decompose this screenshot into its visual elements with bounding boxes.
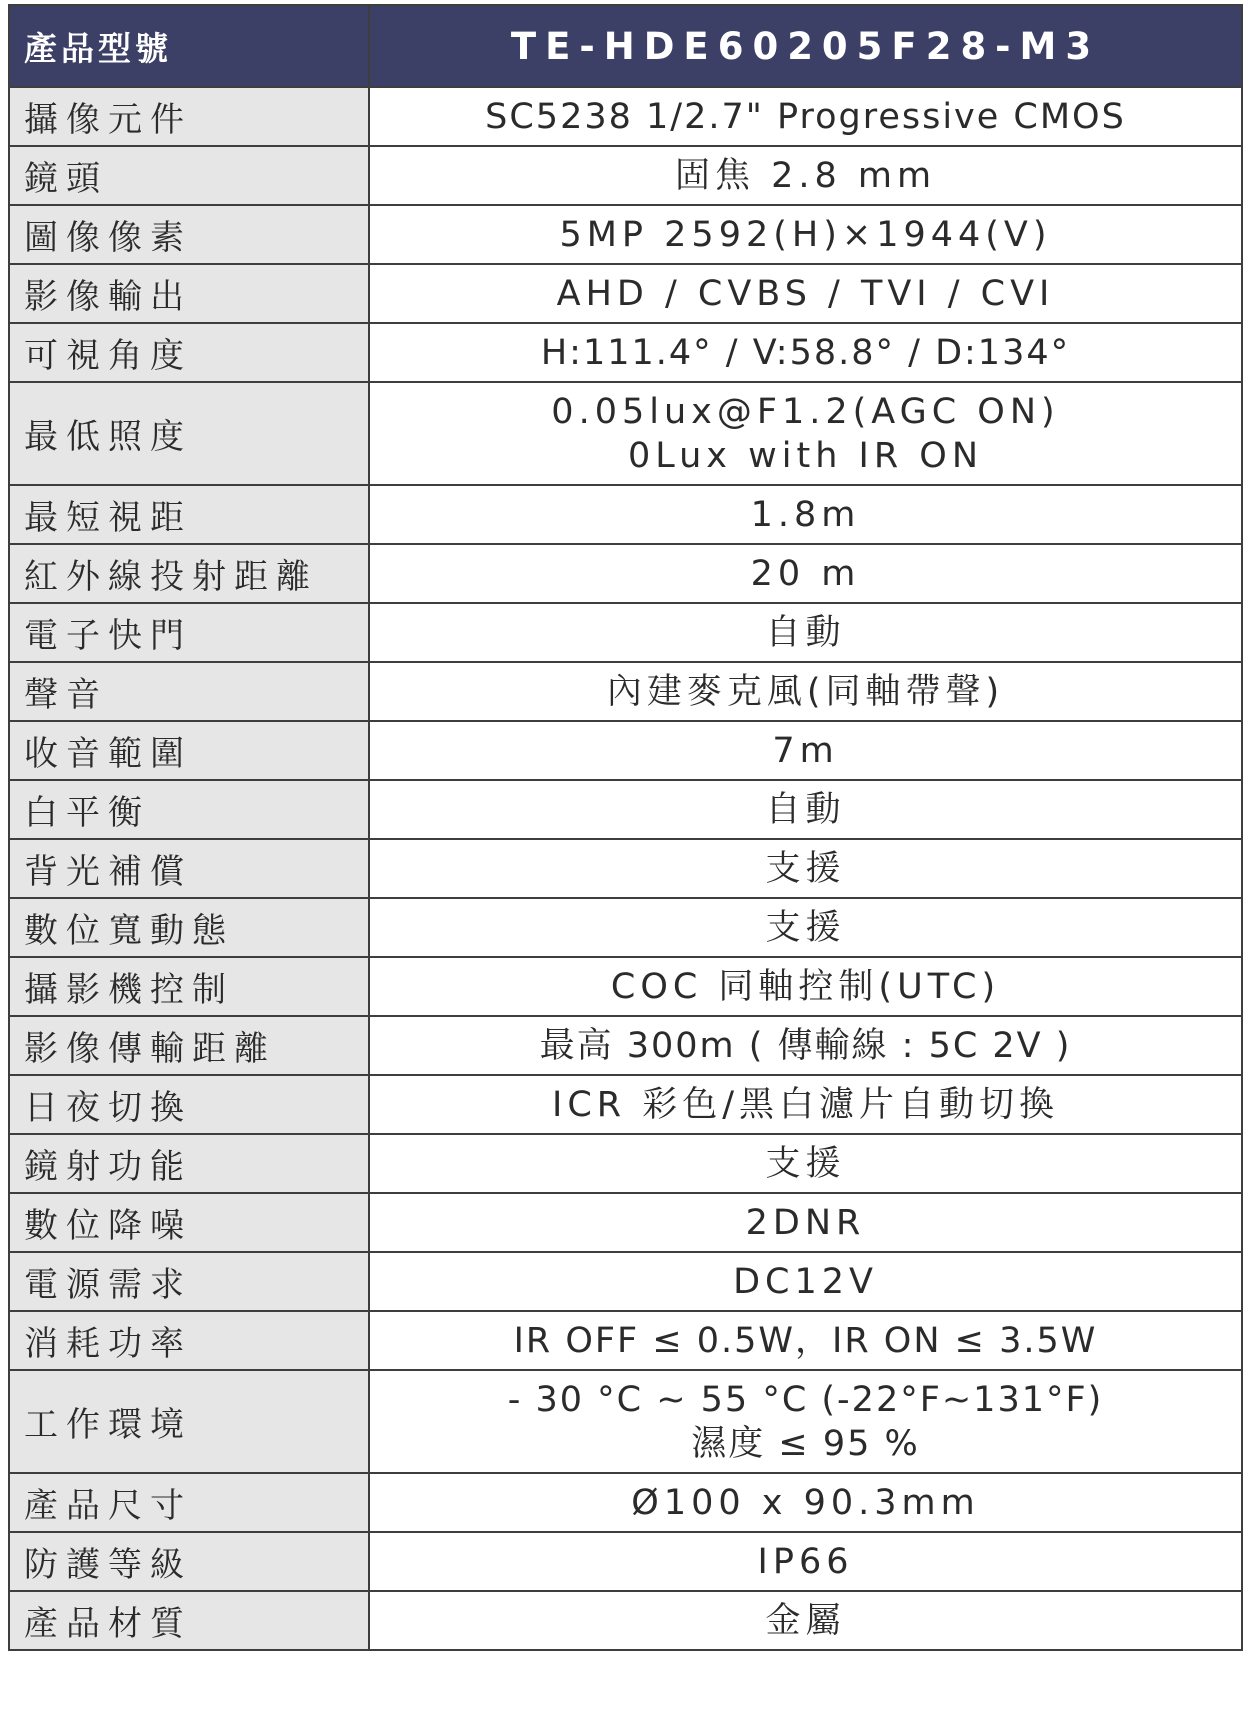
spec-value: 支援 [369, 898, 1242, 957]
spec-value: 2DNR [369, 1193, 1242, 1252]
spec-row-protection [9, 1532, 1242, 1591]
model-label: 產品型號 [9, 5, 369, 87]
spec-value: 7m [369, 721, 1242, 780]
model-number: TE-HDE60205F28-M3 [369, 5, 1242, 87]
spec-label: 日夜切換 [9, 1075, 369, 1134]
spec-label: 可視角度 [9, 323, 369, 382]
spec-label: 紅外線投射距離 [9, 544, 369, 603]
spec-row-noise-reduction [9, 1193, 1242, 1252]
spec-row-video-output [9, 264, 1242, 323]
spec-row-environment [9, 1370, 1242, 1473]
spec-value: 自動 [369, 780, 1242, 839]
spec-label: 圖像像素 [9, 205, 369, 264]
header-row [9, 5, 1242, 87]
spec-value: 支援 [369, 839, 1242, 898]
spec-value: IP66 [369, 1532, 1242, 1591]
spec-row-white-balance [9, 780, 1242, 839]
spec-row-sensor [9, 87, 1242, 146]
spec-value: COC 同軸控制(UTC) [369, 957, 1242, 1016]
spec-row-mirror [9, 1134, 1242, 1193]
spec-row-resolution [9, 205, 1242, 264]
spec-value: 金屬 [369, 1591, 1242, 1650]
spec-row-lens [9, 146, 1242, 205]
spec-value-line-1: - 30 °C ~ 55 °C (-22°F~131°F) [507, 1379, 1104, 1420]
spec-value: 自動 [369, 603, 1242, 662]
spec-value [369, 382, 1242, 485]
spec-label: 產品材質 [9, 1591, 369, 1650]
spec-value: 20 m [369, 544, 1242, 603]
spec-value: SC5238 1/2.7" Progressive CMOS [369, 87, 1242, 146]
spec-row-view-angle [9, 323, 1242, 382]
spec-label: 白平衡 [9, 780, 369, 839]
spec-row-min-illumination [9, 382, 1242, 485]
spec-label: 消耗功率 [9, 1311, 369, 1370]
spec-value: 內建麥克風(同軸帶聲) [369, 662, 1242, 721]
spec-label: 影像輸出 [9, 264, 369, 323]
spec-label: 數位寬動態 [9, 898, 369, 957]
spec-value: 5MP 2592(H)×1944(V) [369, 205, 1242, 264]
spec-label: 收音範圍 [9, 721, 369, 780]
spec-label: 背光補償 [9, 839, 369, 898]
spec-label: 聲音 [9, 662, 369, 721]
spec-label: 最低照度 [9, 382, 369, 485]
spec-value: 1.8m [369, 485, 1242, 544]
spec-value: H:111.4° / V:58.8° / D:134° [369, 323, 1242, 382]
spec-label: 電子快門 [9, 603, 369, 662]
spec-label: 產品尺寸 [9, 1473, 369, 1532]
spec-label: 攝影機控制 [9, 957, 369, 1016]
spec-label: 影像傳輸距離 [9, 1016, 369, 1075]
spec-value-line-2: 濕度 ≤ 95 % [691, 1423, 920, 1464]
spec-value: Ø100 x 90.3mm [369, 1473, 1242, 1532]
spec-row-dimensions [9, 1473, 1242, 1532]
spec-value-line-2: 0Lux with IR ON [627, 435, 984, 476]
spec-row-camera-control [9, 957, 1242, 1016]
spec-row-power-supply [9, 1252, 1242, 1311]
spec-label: 鏡射功能 [9, 1134, 369, 1193]
spec-label: 數位降噪 [9, 1193, 369, 1252]
spec-row-day-night [9, 1075, 1242, 1134]
spec-row-audio [9, 662, 1242, 721]
spec-label: 攝像元件 [9, 87, 369, 146]
spec-row-min-focus [9, 485, 1242, 544]
spec-row-blc [9, 839, 1242, 898]
spec-label: 電源需求 [9, 1252, 369, 1311]
spec-row-power-consumption [9, 1311, 1242, 1370]
spec-row-dwdr [9, 898, 1242, 957]
spec-table [8, 4, 1243, 1651]
spec-value: DC12V [369, 1252, 1242, 1311]
spec-value: 固焦 2.8 mm [369, 146, 1242, 205]
spec-label: 工作環境 [9, 1370, 369, 1473]
spec-value: 最高 300m ( 傳輸線 : 5C 2V ) [369, 1016, 1242, 1075]
spec-value-line-1: 0.05lux@F1.2(AGC ON) [551, 391, 1060, 432]
spec-label: 鏡頭 [9, 146, 369, 205]
spec-value: AHD / CVBS / TVI / CVI [369, 264, 1242, 323]
spec-row-material [9, 1591, 1242, 1650]
spec-table-body [9, 87, 1242, 1650]
spec-value: IR OFF ≤ 0.5W，IR ON ≤ 3.5W [369, 1311, 1242, 1370]
spec-row-shutter [9, 603, 1242, 662]
spec-label: 防護等級 [9, 1532, 369, 1591]
spec-row-ir-distance [9, 544, 1242, 603]
spec-table-header [9, 5, 1242, 87]
spec-row-audio-range [9, 721, 1242, 780]
spec-value: 支援 [369, 1134, 1242, 1193]
spec-value: ICR 彩色/黑白濾片自動切換 [369, 1075, 1242, 1134]
spec-row-transmission-distance [9, 1016, 1242, 1075]
spec-value [369, 1370, 1242, 1473]
spec-label: 最短視距 [9, 485, 369, 544]
